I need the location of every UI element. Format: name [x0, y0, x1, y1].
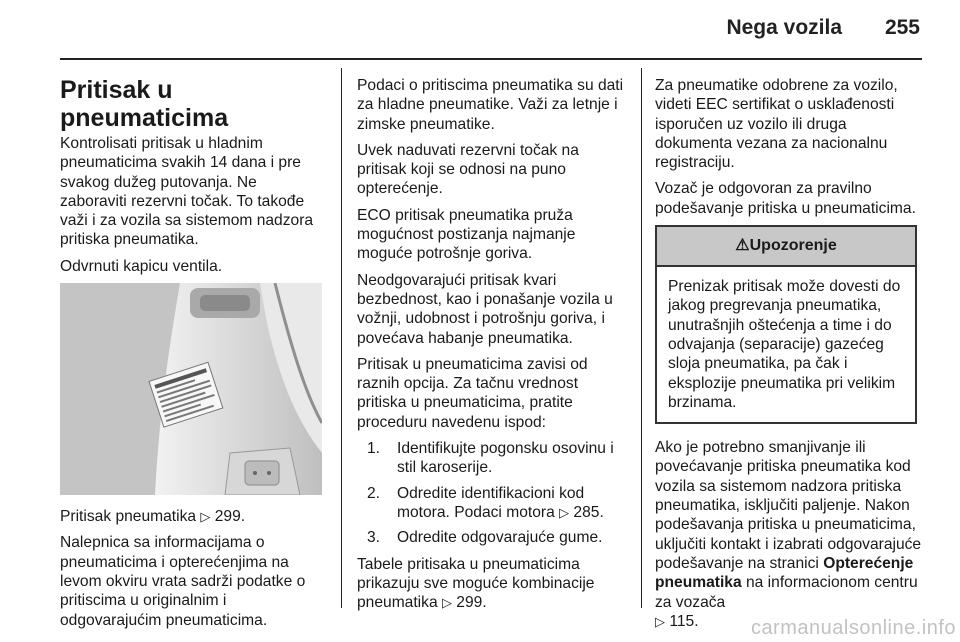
page-reference-icon: ▷: [559, 504, 570, 520]
paragraph: Pritisak pneumatika ▷ 299.: [60, 508, 246, 526]
paragraph: ECO pritisak pneumatika pruža mogućnost postizanja najmanje moguće potrošnje goriva.: [357, 206, 576, 263]
page-reference-icon: ▷: [441, 595, 452, 611]
paragraph: Pritisak u pneumaticima zavisi od raznih opcija. Za tačnu vrednost pritiska u pneumaticima, pratite proceduru navedenu ispod:: [357, 355, 588, 431]
paragraph: Za pneumatike odobrene za vozilo, videti EEC sertifikat o usklađenosti isporučen uz vozilo ili druga dokumenta vezana za nacionalnu registraciju.: [655, 77, 898, 172]
chapter-title: Nega vozila: [726, 16, 842, 39]
paragraph: Podaci o pritiscima pneumatika su dati za hladne pneumatike. Važi za letnje i zimske pneumatike.: [357, 77, 624, 133]
section-title: Pritisak u pneumaticima: [60, 76, 229, 132]
paragraph: Kontrolisati pritisak u hladnim pneumaticima svakih 14 dana i pre svakog dužeg putovanja. Ne zaboraviti rezervni točak. To takođe važi i za vozila sa sistemom nadzora pritiska pneumatika.: [60, 135, 314, 249]
column-2: [357, 76, 629, 619]
column-divider-1: [341, 68, 342, 608]
warning-text: Prenizak pritisak može dovesti do jakog pregrevanja pneumatika, unutrašnjih oštećenja a time i do odvajanja (separacije) gazećeg sloja pneumatika, pa čak i eksplozije pneumatika pri velikim brzinama.: [668, 278, 901, 411]
warning-triangle-icon: ⚠: [735, 237, 750, 255]
paragraph: Uvek naduvati rezervni točak na pritisak koji se odnosi na puno opterećenje.: [357, 141, 579, 198]
list-item: 2. Odredite identifikacioni kod motora. Podaci motora ▷ 285.: [367, 484, 604, 521]
page-number: 255: [884, 16, 920, 39]
paragraph: Neodgovarajući pritisak kvari bezbednost, kao i ponašanje vozila u vožnji, udobnost i potrošnju goriva, i povećava habanje pneumatika.: [357, 271, 613, 347]
paragraph: Tabele pritisaka u pneumaticima prikazuju sve moguće kombinacije pneumatika ▷ 299.: [357, 555, 595, 612]
watermark: carmanualsonline.info: [750, 617, 956, 639]
page-reference[interactable]: 299.: [214, 508, 246, 526]
page-reference[interactable]: 285.: [573, 503, 604, 521]
column-3: [655, 76, 923, 638]
column-divider-2: [641, 68, 642, 608]
warning-header: [657, 227, 915, 267]
page-reference[interactable]: 115.: [669, 612, 699, 630]
paragraph: Ako je potrebno smanjivanje ili povećavanje pritiska pneumatika kod vozila sa sistemom nadzora pritiska pneumatika, isključiti paljenje. Nakon podešavanja pritiska u pneumaticima, uključiti kontakt i izabrati odgovarajuće podešavanje na stranici Opterećenje pneumatika na informacionom centru za vozača ▷ 115.: [655, 439, 922, 630]
column-1: [60, 76, 326, 637]
header-rule: [60, 58, 922, 60]
menu-term: Opterećenje pneumatika: [655, 554, 914, 592]
paragraph: Vozač je odgovoran za pravilno podešavanje pritiska u pneumaticima.: [655, 180, 916, 217]
page-reference[interactable]: 299.: [456, 594, 487, 612]
page-reference-icon: ▷: [655, 613, 665, 629]
paragraph: Odvrnuti kapicu ventila.: [60, 257, 223, 275]
list-item: 1. Identifikujte pogonsku osovinu i stil karoserije.: [367, 440, 614, 477]
warning-title: Upozorenje: [749, 237, 837, 255]
door-frame-label-photo: [60, 283, 322, 495]
warning-box: [655, 225, 917, 424]
list-item: 3. Odredite odgovarajuće gume.: [367, 529, 603, 547]
paragraph: Nalepnica sa informacijama o pneumaticima i opterećenjima na levom okviru vrata sadrži podatke o pritiscima u originalnim i odgovarajućim pneumaticima.: [60, 534, 306, 629]
procedure-list: [357, 439, 629, 547]
page-reference-icon: ▷: [200, 509, 211, 525]
page-header: [0, 0, 960, 50]
